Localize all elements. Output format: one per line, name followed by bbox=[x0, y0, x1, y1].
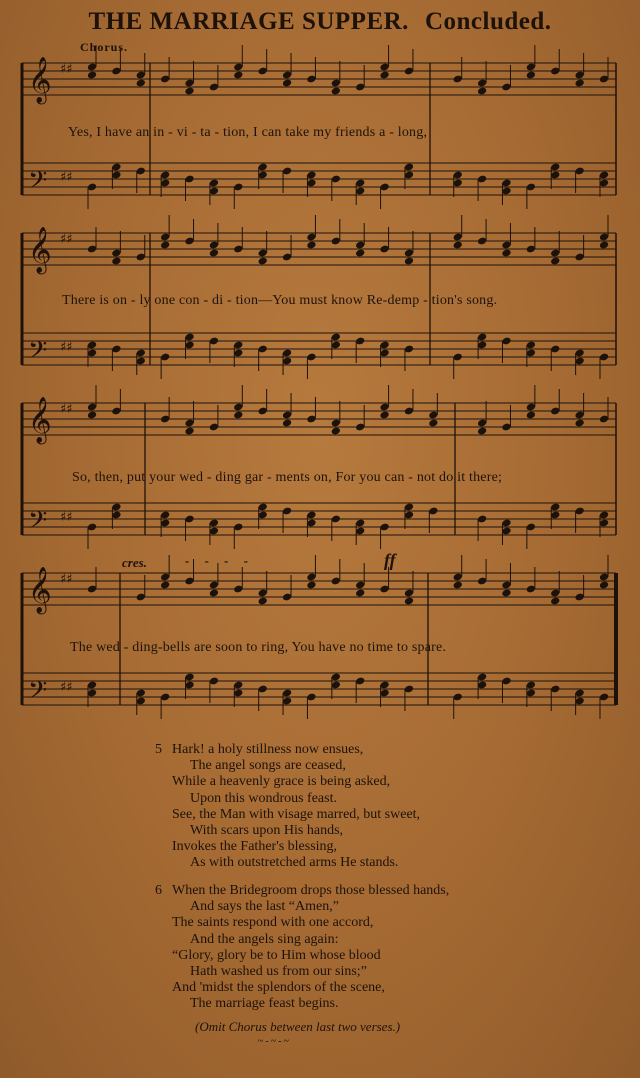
treble-clef-icon: 𝄞 bbox=[28, 57, 52, 103]
note-head bbox=[355, 249, 365, 258]
note-head bbox=[574, 79, 584, 88]
note-head bbox=[306, 581, 316, 590]
title-main: THE MARRIAGE SUPPER. bbox=[88, 8, 409, 35]
note-head bbox=[209, 249, 219, 258]
title-sub: Concluded. bbox=[424, 8, 552, 35]
note-head bbox=[404, 257, 414, 266]
note-head bbox=[599, 241, 609, 250]
verse-line: The saints respond with one accord, bbox=[172, 915, 374, 931]
key-signature-icon: ♯♯ bbox=[60, 510, 73, 525]
verse-line: The angel songs are ceased, bbox=[190, 758, 346, 774]
note-head bbox=[453, 241, 463, 250]
verse-5 bbox=[155, 742, 420, 872]
note-head bbox=[526, 71, 536, 80]
note-head bbox=[379, 411, 389, 420]
lyric-line-3: So, then, put your wed - ding gar - ments on, For you can - not do it there; bbox=[72, 470, 503, 485]
verse-number: 5 bbox=[155, 742, 162, 757]
note-head bbox=[331, 427, 341, 436]
note-head bbox=[453, 581, 463, 590]
note-head bbox=[306, 241, 316, 250]
key-signature-icon: ♯♯ bbox=[60, 170, 73, 185]
verse-line: The marriage feast begins. bbox=[190, 996, 339, 1012]
bass-clef-icon: 𝄢 bbox=[28, 676, 48, 711]
treble-clef-icon: 𝄞 bbox=[28, 567, 52, 613]
note-head bbox=[111, 257, 121, 266]
note-head bbox=[258, 257, 268, 266]
note-head bbox=[428, 419, 438, 428]
bass-clef-icon: 𝄢 bbox=[28, 166, 48, 201]
treble-clef-icon: 𝄞 bbox=[28, 397, 52, 443]
lyric-line-1: Yes, I have an in - vi - ta - tion, I can take my friends a - long, bbox=[68, 125, 428, 140]
verse-line: See, the Man with visage marred, but sweet, bbox=[172, 806, 421, 822]
note-head bbox=[477, 427, 487, 436]
cres-marking: cres. bbox=[122, 555, 147, 570]
note-head bbox=[160, 241, 170, 250]
verse-number: 6 bbox=[155, 883, 162, 898]
note-head bbox=[282, 419, 292, 428]
note-head bbox=[331, 87, 341, 96]
note-head bbox=[87, 71, 97, 80]
key-signature-icon: ♯♯ bbox=[60, 232, 73, 247]
fortissimo-marking: ff bbox=[384, 550, 396, 570]
note-head bbox=[233, 71, 243, 80]
note-head bbox=[233, 411, 243, 420]
verse-6 bbox=[155, 883, 449, 1013]
verse-line: And the angels sing again: bbox=[190, 931, 339, 947]
key-signature-icon: ♯♯ bbox=[60, 680, 73, 695]
note-head bbox=[355, 589, 365, 598]
note-head bbox=[184, 427, 194, 436]
note-head bbox=[282, 79, 292, 88]
note-head bbox=[379, 71, 389, 80]
note-head bbox=[404, 597, 414, 606]
verse-line: With scars upon His hands, bbox=[190, 823, 344, 839]
key-signature-icon: ♯♯ bbox=[60, 572, 73, 587]
note-head bbox=[160, 581, 170, 590]
note-head bbox=[550, 597, 560, 606]
lyric-line-4: The wed - ding-bells are soon to ring, You have no time to spare. bbox=[70, 640, 447, 655]
note-head bbox=[501, 589, 511, 598]
note-head bbox=[501, 249, 511, 258]
verse-line: As with outstretched arms He stands. bbox=[190, 855, 399, 871]
note-head bbox=[87, 411, 97, 420]
note-head bbox=[477, 87, 487, 96]
verse-line: Hath washed us from our sins;” bbox=[190, 964, 367, 980]
ornament: ~-~-~ bbox=[258, 1036, 291, 1047]
note-head bbox=[550, 257, 560, 266]
chorus-label: Chorus. bbox=[80, 40, 129, 54]
verse-line: 5 Hark! a holy stillness now ensues, bbox=[155, 742, 364, 757]
verse-line: And 'midst the splendors of the scene, bbox=[172, 980, 385, 996]
note-head bbox=[209, 589, 219, 598]
note-head bbox=[574, 419, 584, 428]
bass-clef-icon: 𝄢 bbox=[28, 336, 48, 371]
verse-line: Invokes the Father's blessing, bbox=[172, 839, 338, 855]
verse-line: And says the last “Amen,” bbox=[190, 899, 339, 915]
verse-line: Upon this wondrous feast. bbox=[190, 790, 337, 806]
lyric-line-2: There is on - ly one con - di - tion—You must know Re-demp - tion's song. bbox=[62, 293, 498, 308]
treble-clef-icon: 𝄞 bbox=[28, 227, 52, 273]
footer-note: (Omit Chorus between last two verses.) bbox=[195, 1019, 401, 1034]
key-signature-icon: ♯♯ bbox=[60, 62, 73, 77]
key-signature-icon: ♯♯ bbox=[60, 402, 73, 417]
note-head bbox=[136, 79, 146, 88]
key-signature-icon: ♯♯ bbox=[60, 340, 73, 355]
verse-line: 6 When the Bridegroom drops those blessed hands, bbox=[155, 883, 450, 898]
note-head bbox=[599, 581, 609, 590]
note-head bbox=[258, 597, 268, 606]
verse-line: “Glory, glory be to Him whose blood bbox=[172, 947, 381, 963]
note-head bbox=[526, 411, 536, 420]
verse-line: While a heavenly grace is being asked, bbox=[172, 774, 391, 790]
note-head bbox=[184, 87, 194, 96]
bass-clef-icon: 𝄢 bbox=[28, 506, 48, 541]
cres-dashes: - - - - bbox=[185, 553, 255, 568]
